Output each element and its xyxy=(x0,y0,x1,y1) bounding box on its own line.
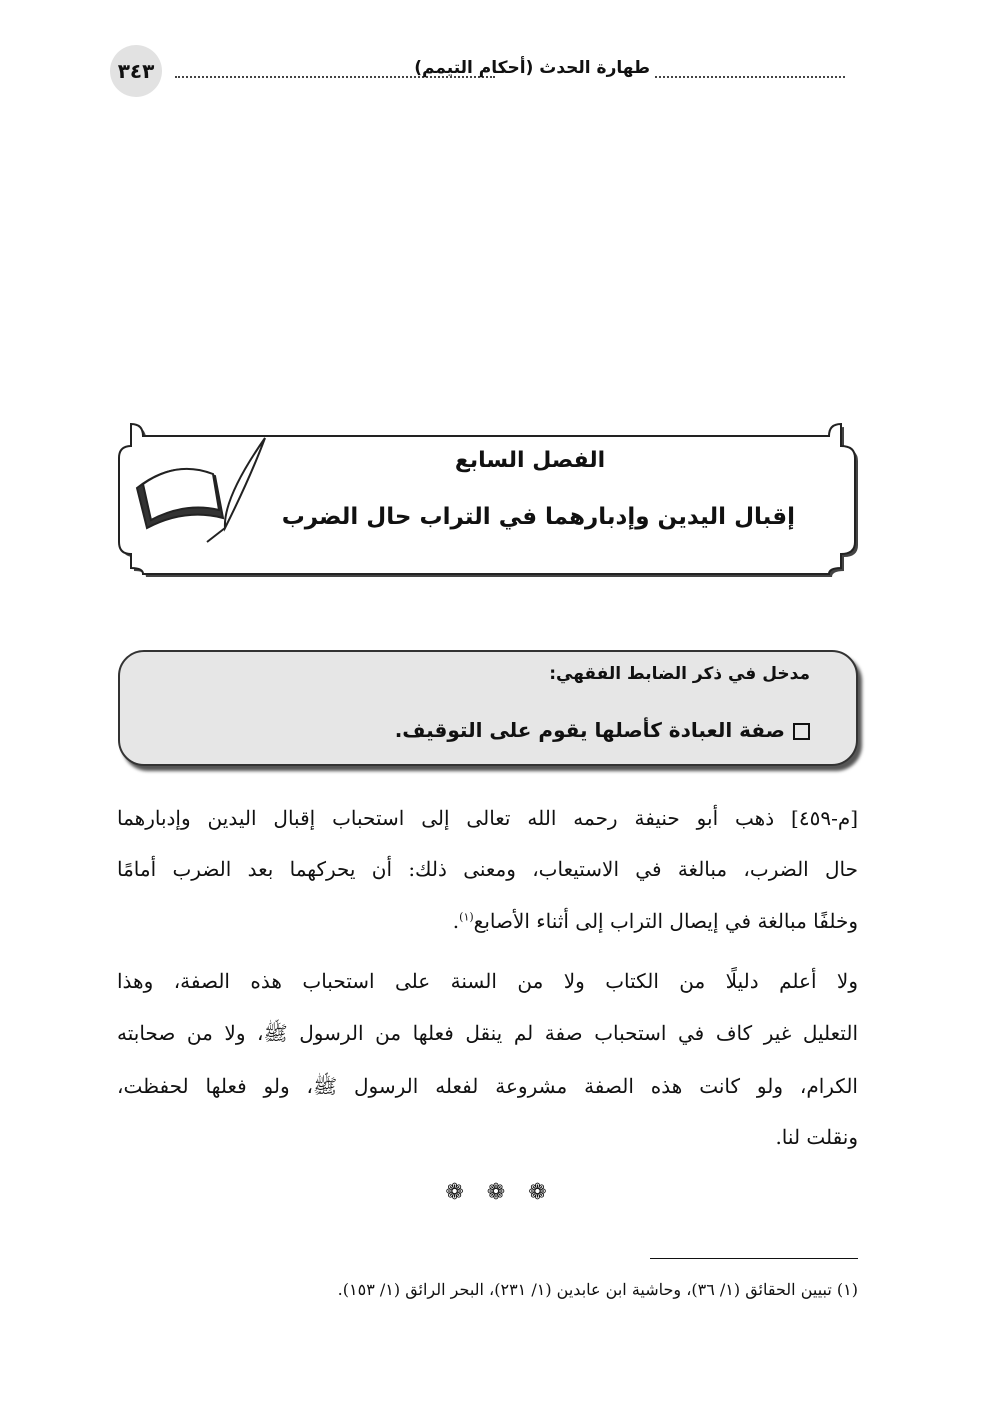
paragraph-line xyxy=(117,909,858,933)
rule-box xyxy=(118,650,858,766)
running-title: طهارة الحدث (أحكام التيمم) xyxy=(414,58,650,78)
rule-heading: مدخل في ذكر الضابط الفقهي: xyxy=(549,664,810,684)
paragraph-line: التعليل غير كاف في استحباب صفة لم ينقل فعلها من الرسول ﷺ، ولا من صحابته xyxy=(117,1021,858,1045)
paragraph-line: ولا أعلم دليلًا من الكتاب ولا من السنة على استحباب هذه الصفة، وهذا xyxy=(117,969,858,993)
header-dots-right xyxy=(655,76,845,78)
paragraph-line: حال الضرب، مبالغة في الاستيعاب، ومعنى ذلك: أن يحركهما بعد الضرب أمامًا xyxy=(117,857,858,881)
footnote-ref[interactable]: (١) xyxy=(459,910,474,924)
chapter-frame xyxy=(115,418,863,578)
line-end: . xyxy=(452,909,460,933)
paragraph-line: ونقلت لنا. xyxy=(775,1125,858,1149)
page-number: ٣٤٣ xyxy=(110,45,162,97)
rule-text: صفة العبادة كأصلها يقوم على التوقيف. xyxy=(394,718,785,742)
footnote-divider xyxy=(650,1258,858,1259)
footnote: (١) تبيين الحقائق (١/ ٣٦)، وحاشية ابن عابدين (١/ ٢٣١)، البحر الرائق (١/ ١٥٣). xyxy=(337,1280,858,1299)
paragraph-line: الكرام، ولو كانت هذه الصفة مشروعة لفعله الرسول ﷺ، ولو فعلها لحفظت، xyxy=(117,1074,858,1098)
chapter-subtitle: إقبال اليدين وإدبارهما في التراب حال الضرب xyxy=(281,504,795,530)
section-separator: ❁ ❁ ❁ xyxy=(445,1180,555,1205)
line-text: وخلفًا مبالغة في إيصال التراب إلى أثناء الأصابع xyxy=(473,909,858,933)
checkbox-icon xyxy=(793,723,810,740)
chapter-title: الفصل السابع xyxy=(454,448,606,473)
rule-text-row xyxy=(395,718,810,742)
paragraph-line: [م-٤٥٩] ذهب أبو حنيفة رحمه الله تعالى إلى استحباب إقبال اليدين وإدبارهما xyxy=(117,806,859,830)
